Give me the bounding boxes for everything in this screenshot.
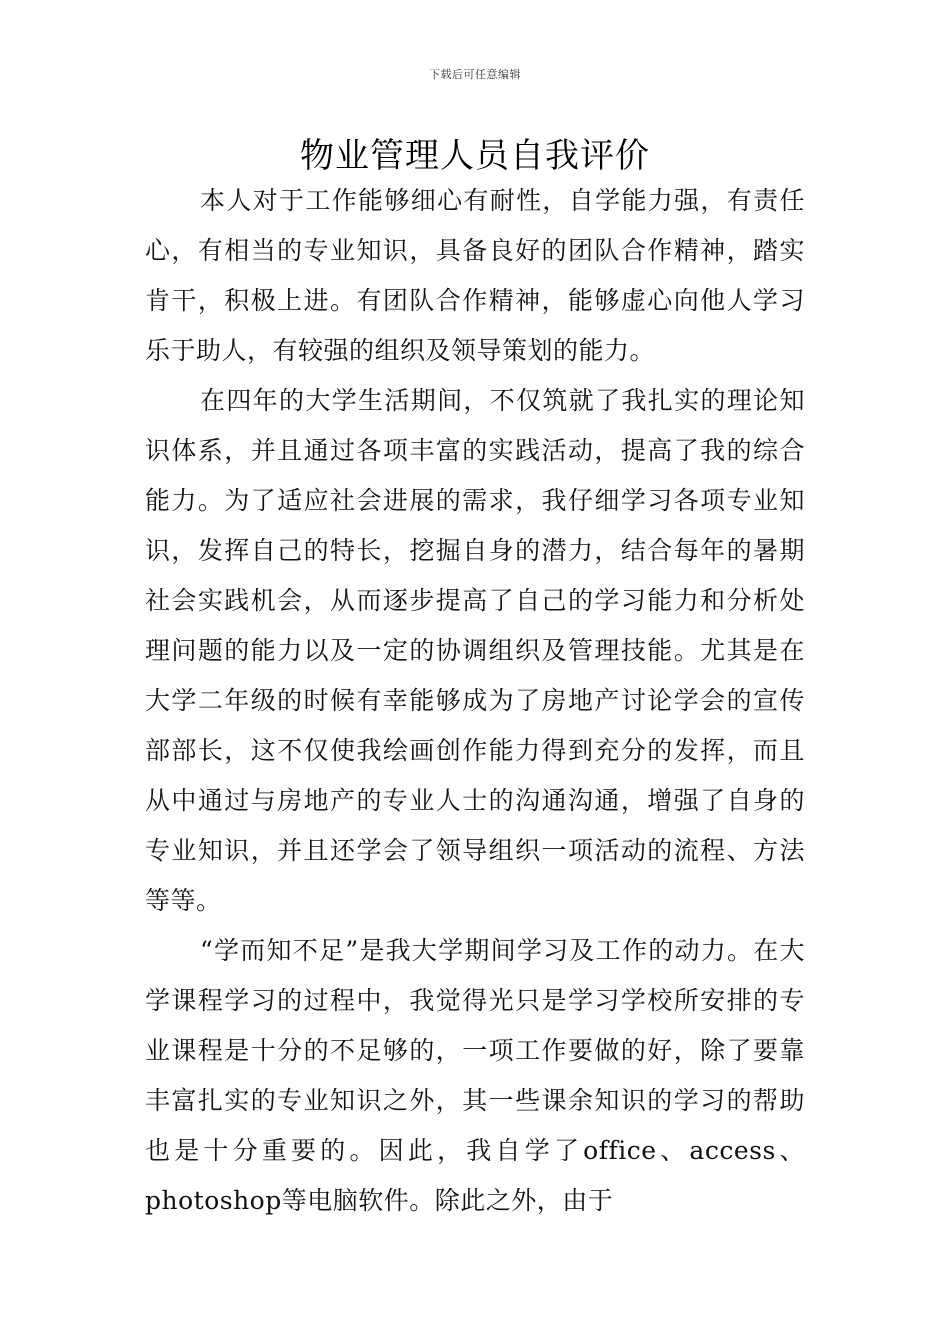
paragraph-1: 本人对于工作能够细心有耐性，自学能力强，有责任心，有相当的专业知识，具备良好的团队合作精神，踏实肯干，积极上进。有团队合作精神，能够虚心向他人学习乐于助人，有较强的组织及领导策划的能力。 xyxy=(145,186,805,365)
header-note: 下载后可任意编辑 xyxy=(429,68,521,81)
document-body xyxy=(145,176,805,1226)
document-title: 物业管理人员自我评价 xyxy=(300,136,650,176)
paragraph-3: “学而知不足”是我大学期间学习及工作的动力。在大学课程学习的过程中，我觉得光只是学习学校所安排的专业课程是十分的不足够的，一项工作要做的好，除了要靠丰富扎实的专业知识之外，其一些课余知识的学习的帮助也是十分重要的。因此，我自学了office、access、photoshop等电脑软件。除此之外，由于 xyxy=(145,936,805,1215)
paragraph-2: 在四年的大学生活期间，不仅筑就了我扎实的理论知识体系，并且通过各项丰富的实践活动，提高了我的综合能力。为了适应社会进展的需求，我仔细学习各项专业知识，发挥自己的特长，挖掘自身的潜力，结合每年的暑期社会实践机会，从而逐步提高了自己的学习能力和分析处理问题的能力以及一定的协调组织及管理技能。尤其是在大学二年级的时候有幸能够成为了房地产讨论学会的宣传部部长，这不仅使我绘画创作能力得到充分的发挥，而且从中通过与房地产的专业人士的沟通沟通，增强了自身的专业知识，并且还学会了领导组织一项活动的流程、方法等等。 xyxy=(145,386,805,915)
